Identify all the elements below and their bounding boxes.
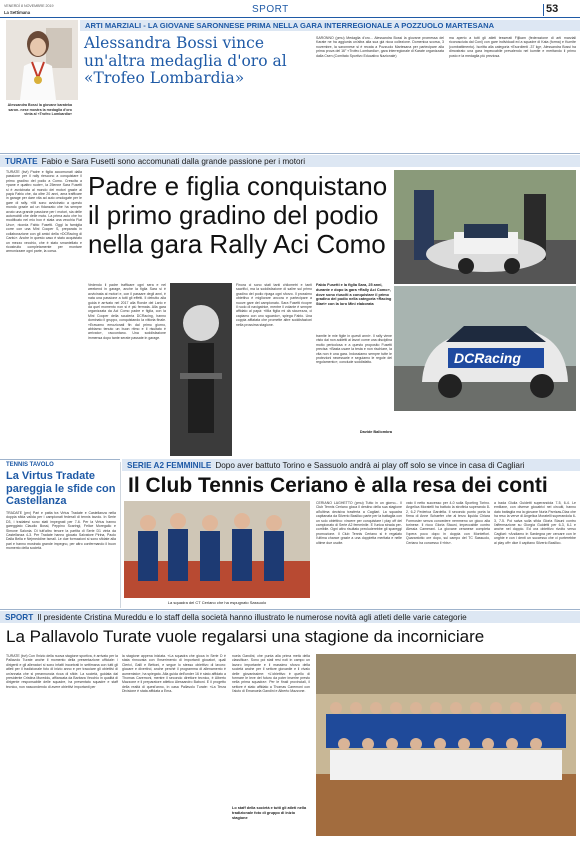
karate-photo <box>6 20 78 100</box>
tennis-team-photo <box>124 501 310 598</box>
page-number: 53 <box>546 3 559 15</box>
article2-col1: TURATE (bvi) Padre e figlia accomunati dalla passione per il rally riescono a conquistare il primo gradino del podio a Como. Crescita a «pane e quattro ruote», la 25enne Sara Fusetti si è avvicinata al mondo dei motori grazie al papà Fabio che, da oltre 20 anni, ama trafficare in garage per dare vita ad auto omologate per le gare di rally. «Mi sono avvicinato a questo mondo grazie ad un fidanzato che ha sempre avuto una grande passione per i motori, sia delle automobili che delle moto. La prima auto che ho modificato nel mio box è stata una vecchia Fiat Uno», ricorda Fabio Fusetti. Oggi la famiglia corre con una Mini Cooper S, preparata in collaborazione con gli amici della «DCRacing di Cantù». Anche in questo caso è stato acquistato un mezzo vecchio, che è stato smantellato e ricostruito completamente per montare armonizzare ogni parte, la corsa. <box>6 170 82 254</box>
article1-col2: ma aperto a tutti gli atleti tesserati Fijlkam (federazione di arti marziali riconosciuta dal Coni) con gare individuali ed a squadre di Kata (forma) e Kumite (combattimento). Iscritta alla categoria «Esordienti -37 kg», Alessandra Bossi ha dimostrato una gara impeccabile prevalendo nel kumite e meritando il primo posto e la medaglia più preziosa. <box>449 36 576 58</box>
article2-byline: Davide Ballombra <box>359 430 392 434</box>
article4-col1: CERIANO LAGHETTO (pmu) Tutto in un giorno... Il Club Tennis Ceriano gioca il destino della sua stagione all'ultima decisiva trasferta a Cagliari. La squadra capitanata da Silverio Basilico parte per la battaglia con un solo obiettivo: vincere per conquistare i play off del campionato di Serie A2 femminile. E l'unica strada per-corribile. Ogni altro risultato precluderebbe gli spareggi promozione. Il Club Tennis Ceriano si è regalato l'ultima chance grazie a una doppietta meritata e nelle ultime due uscite. <box>316 501 402 545</box>
article2-title: Padre e figlia conquistano il primo gradino del podio nella gara Rally Aci Como <box>88 171 388 259</box>
article2-kicker <box>2 156 578 167</box>
article2-col2: Vedendo il padre trafficare ogni sera e nel weekend in garage, anche la figlia Sara si è avvicinata ai motori e, con il passare degli anni, è nata una passione a tutti gli effetti. Il debutto alla guida è arrivato nel 2017 alla Ronde del Lario e da quel momento non si è più fermata. Alla gara organizzata da Aci Como padre e figlia, con la Mini Cooper della scuderia DCRacing, hanno dominato il gruppo, conquistando la vittoria finale. «Eravamo emozionati fin dal primo giorno, abbiamo tenuto un buon ritmo e il risultato è arrivato», raccontano. Una soddisfazione immensa dopo tante serate passate in garage. <box>88 283 166 340</box>
article5-col1: TURATE (bvi) Con l'inizio della nuova stagione sportiva, è arrivato per la Pallavolo Turate anche il momento della presentazione ufficiale: i dirigenti e gli allenatori si sono infatti incontrati in settimana con tutti gli atleti per il tradizionale foto di inizio anno e per tracciare gli obiettivi di un'annata che si preannuncia ricca di sfide. La società, guidata dal presidente Cristina Mureddu, affiancata da Barbara Vecchio in qualità di dirigente responsabile delle squadre, ha presentato squadre e staff tecnico, non nascondendo di avere obiettivi importanti per <box>6 654 118 689</box>
article2-kicker-text: Fabio e Sara Fusetti sono accomunati dalla grande passione per i motori <box>41 157 306 166</box>
article5-top-rule <box>0 609 580 610</box>
article2-top-rule <box>0 153 580 154</box>
article5-section-tag: SPORT <box>5 613 34 622</box>
article3-title: La Virtus Tradate pareggia le sfide con Castellanza <box>6 470 116 507</box>
rally-photo-podium <box>394 170 576 284</box>
article5-kicker <box>2 612 578 623</box>
rally-photo-caption: Fabio Fusetti e la figlia Sara, 25 anni, durante e dopo la gara «Rally Aci Como», dove sono riusciti a conquistare il primo gradino del podio nella categoria «Racing Start» con la loro Mini elaborata <box>316 283 392 307</box>
article5-col2: la stagione appena iniziata. «La squadra che gioca in Serie D è stata rinnovata con l'inserimento di importanti giocatori, quali Clerici, Galli e Bettoni, e segue lo stesso obiettivo di lavoro: giocare e divertirci, anche perché il programma di allenamento è aumentato», ha spiegato. Alla guida dell'under 16 è stato affidato a Thomas Caremoni, mentre il secondo direttore tecnico, è Alberto Mazzone e il preparatore atletico Alessandro Baboni. E il progetto della realtà di quest'anno, in casa Pallavolo Turate: «La Terza Divisione è stata affidata a Ema- <box>122 654 226 694</box>
article1-title: Alessandra Bossi vince un'altra medaglia d'oro al «Trofeo Lombardia» <box>84 34 287 87</box>
article4-section-tag: SERIE A2 FEMMINILE <box>127 461 212 470</box>
article4-kicker-text: Dopo aver battuto Torino e Sassuolo andrà ai play off solo se vince in casa di Cagliari <box>215 461 525 470</box>
volley-team-photo <box>316 654 576 836</box>
article2-kicker-tag: TURATE <box>5 157 38 166</box>
article3-section-tag: TENNIS TAVOLO <box>6 462 54 468</box>
tennis-photo-caption: La squadra del CT Ceriano che ha espugnato Sassuolo <box>167 600 267 605</box>
article3-top-rule <box>0 459 120 460</box>
article4-col2: vato il netto successo per 4-0 sulla Sporting Torino. Angelica Moratelli ha battuto la strofinia superando 8-2, 6-2 Federica Gardella. Il secondo punto porta la firma di Anne Schaefer che al terzo liquida Chiara Formosier senza concedere nemmeno un gioco alla torinese. Il ricco Gloria Stauni, impeccabile contro Alessia Camerani. La giovane ceranese completa l'opera poco dopo in doppia con Montefiori. Quarantotto ore dopo, sul campo del TC Sassuolo, Ceriano ha concesso il «bis». <box>406 501 490 545</box>
article3-body: TRADATE (prx) Pari e patta tra Virtus Tradate e Castellanza nella doppia sfida valida per i campionati federali di tennis tavolo. In Serie D3, i tradatesi sono stati impegnati per 7-6. Per la Virtus hanno gareggiato Claudio Bossi, Peppino Scaringi, Felice Moregallo e Simone Salonia. Di tutt'altro tenore la partita di Serie D1 vinta da Castellanza 4-3. Per Tradate hanno giocato Salvatore Pirina, Paolo Dalla Bella e Nejmeddine Ismail. Le due formazioni si sono sfidate alla pari e hanno mostrato grande impegno, per altro confermando il buon momento della società. <box>6 511 116 551</box>
publication-name: La Settimana <box>4 10 31 15</box>
rally-photo-driver <box>170 283 232 456</box>
rally-car-decal: DCRacing <box>454 350 521 366</box>
article4-title: Il Club Tennis Ceriano è alla resa dei conti <box>128 474 548 497</box>
section-header: SPORT <box>252 4 289 15</box>
date-line: VENERDÌ 8 NOVEMBRE 2019 <box>4 4 54 8</box>
article4-kicker <box>124 460 578 471</box>
karate-photo-caption: Alessandra Bossi la giovane karateka saron- nese mostra la medaglia d'oro vinta al «Trofeo Lombardia» <box>7 103 72 117</box>
article5-col3: nuela Gandini, che punta alla prima metà della classifica». Sono poi stati resi noti in campo un lavoro importante e il massimo sforzo della società anche per il settore giovanile e il vivaio delle giovanissime: «L'obiettivo è quello di formare le leve del futuro da poter inserire presto nella prima squadra». Per le finali provinciali, il settore è stato affidato a Thomas Caremoni con l'aiuto di Emanuela Gandini e Alberto Mazzone. <box>232 654 310 694</box>
page-number-divider <box>543 4 544 16</box>
volley-photo-caption: Lo staff della società e tutti gli atleti nella tradizionale foto di gruppo di inizio stagione <box>232 806 307 820</box>
article2-col3: Finora ci sono stati tanti chilometri e tanti sacrifici, ma la soddisfazione di salire sul primo gradino del podio ripaga ogni sforzo. Il prossimo obiettivo è migliorare ancora e partecipare a nuove gare del campionato. Sara Fusetti ricopre il ruolo di navigatrice, mentre il volante è sempre affidato al papà: «Mia figlia mi dà sicurezza, ci capiamo con uno sguardo», spiega Fabio. Una coppia affiatata che promette altre soddisfazioni nella prossima stagione. <box>236 283 312 327</box>
article4-col3: a bada Giulia Guidetti superandola 7-5, 6-4. Le emiliane, con diverse giocatrici nei circuiti, hanno dato battaglia ma la giovane Nuria Parrizas-Diaz che ha reso la verve di Angelica Moratelli superandola 6-3, 7-5. Poi salva sulla sfida Gloria Stauni contro l'affermazione su Giorgia Guidetti per 6-3, 6-1 e anche nel doppio. Ed ora obiettivo rivolto verso Cagliari: «Andiamo in Sardegna per cercare con le unghie e con i denti un successo che ci porterebbe ai play off» dice il capitano Silverio Basilico. <box>494 501 576 545</box>
header-rule <box>0 17 580 18</box>
article1-kicker: ARTI MARZIALI - LA GIOVANE SARONNESE PRIMA NELLA GARA INTERREGIONALE A POZZUOLO MARTESANA <box>85 21 495 30</box>
rally-photo-car <box>394 286 576 411</box>
article3-divider <box>120 462 121 608</box>
article2-col4: tramite le mie figlie in questi anni». Il rally viene visto dai non addetti ai lavori come una disciplina molto pericolosa e a questo proposito Fusetti precisa: «Basta usare la testa e non rischiare, la vita non è una gara. Indossiamo sempre tutte le protezioni necessarie e seguiamo le regole del regolamento», conclude soddisfatto. <box>316 334 392 365</box>
article1-col1: SARONNO (pmu) Medaglia d'oro... Alessandra Bossi la giovane promessa del Karate ne ha aggiunta un'altra alla sua già ricca collezione. Domenica scorsa, 3 novembre, la saronnese si è recata a Pozzuolo Martesana per partecipare alla prima prova del 16° «Trofeo Lombardia», gara interregionale di Karate organizzata dalla Csen (Comitato Sportivo Educativo Nazionale) <box>316 36 444 58</box>
article5-title: La Pallavolo Turate vuole regalarsi una stagione da incorniciare <box>6 627 485 646</box>
article5-kicker-text: Il presidente Cristina Mureddu e lo staff della società hanno illustrato le numerose novità agli atleti delle varie categorie <box>37 613 467 622</box>
